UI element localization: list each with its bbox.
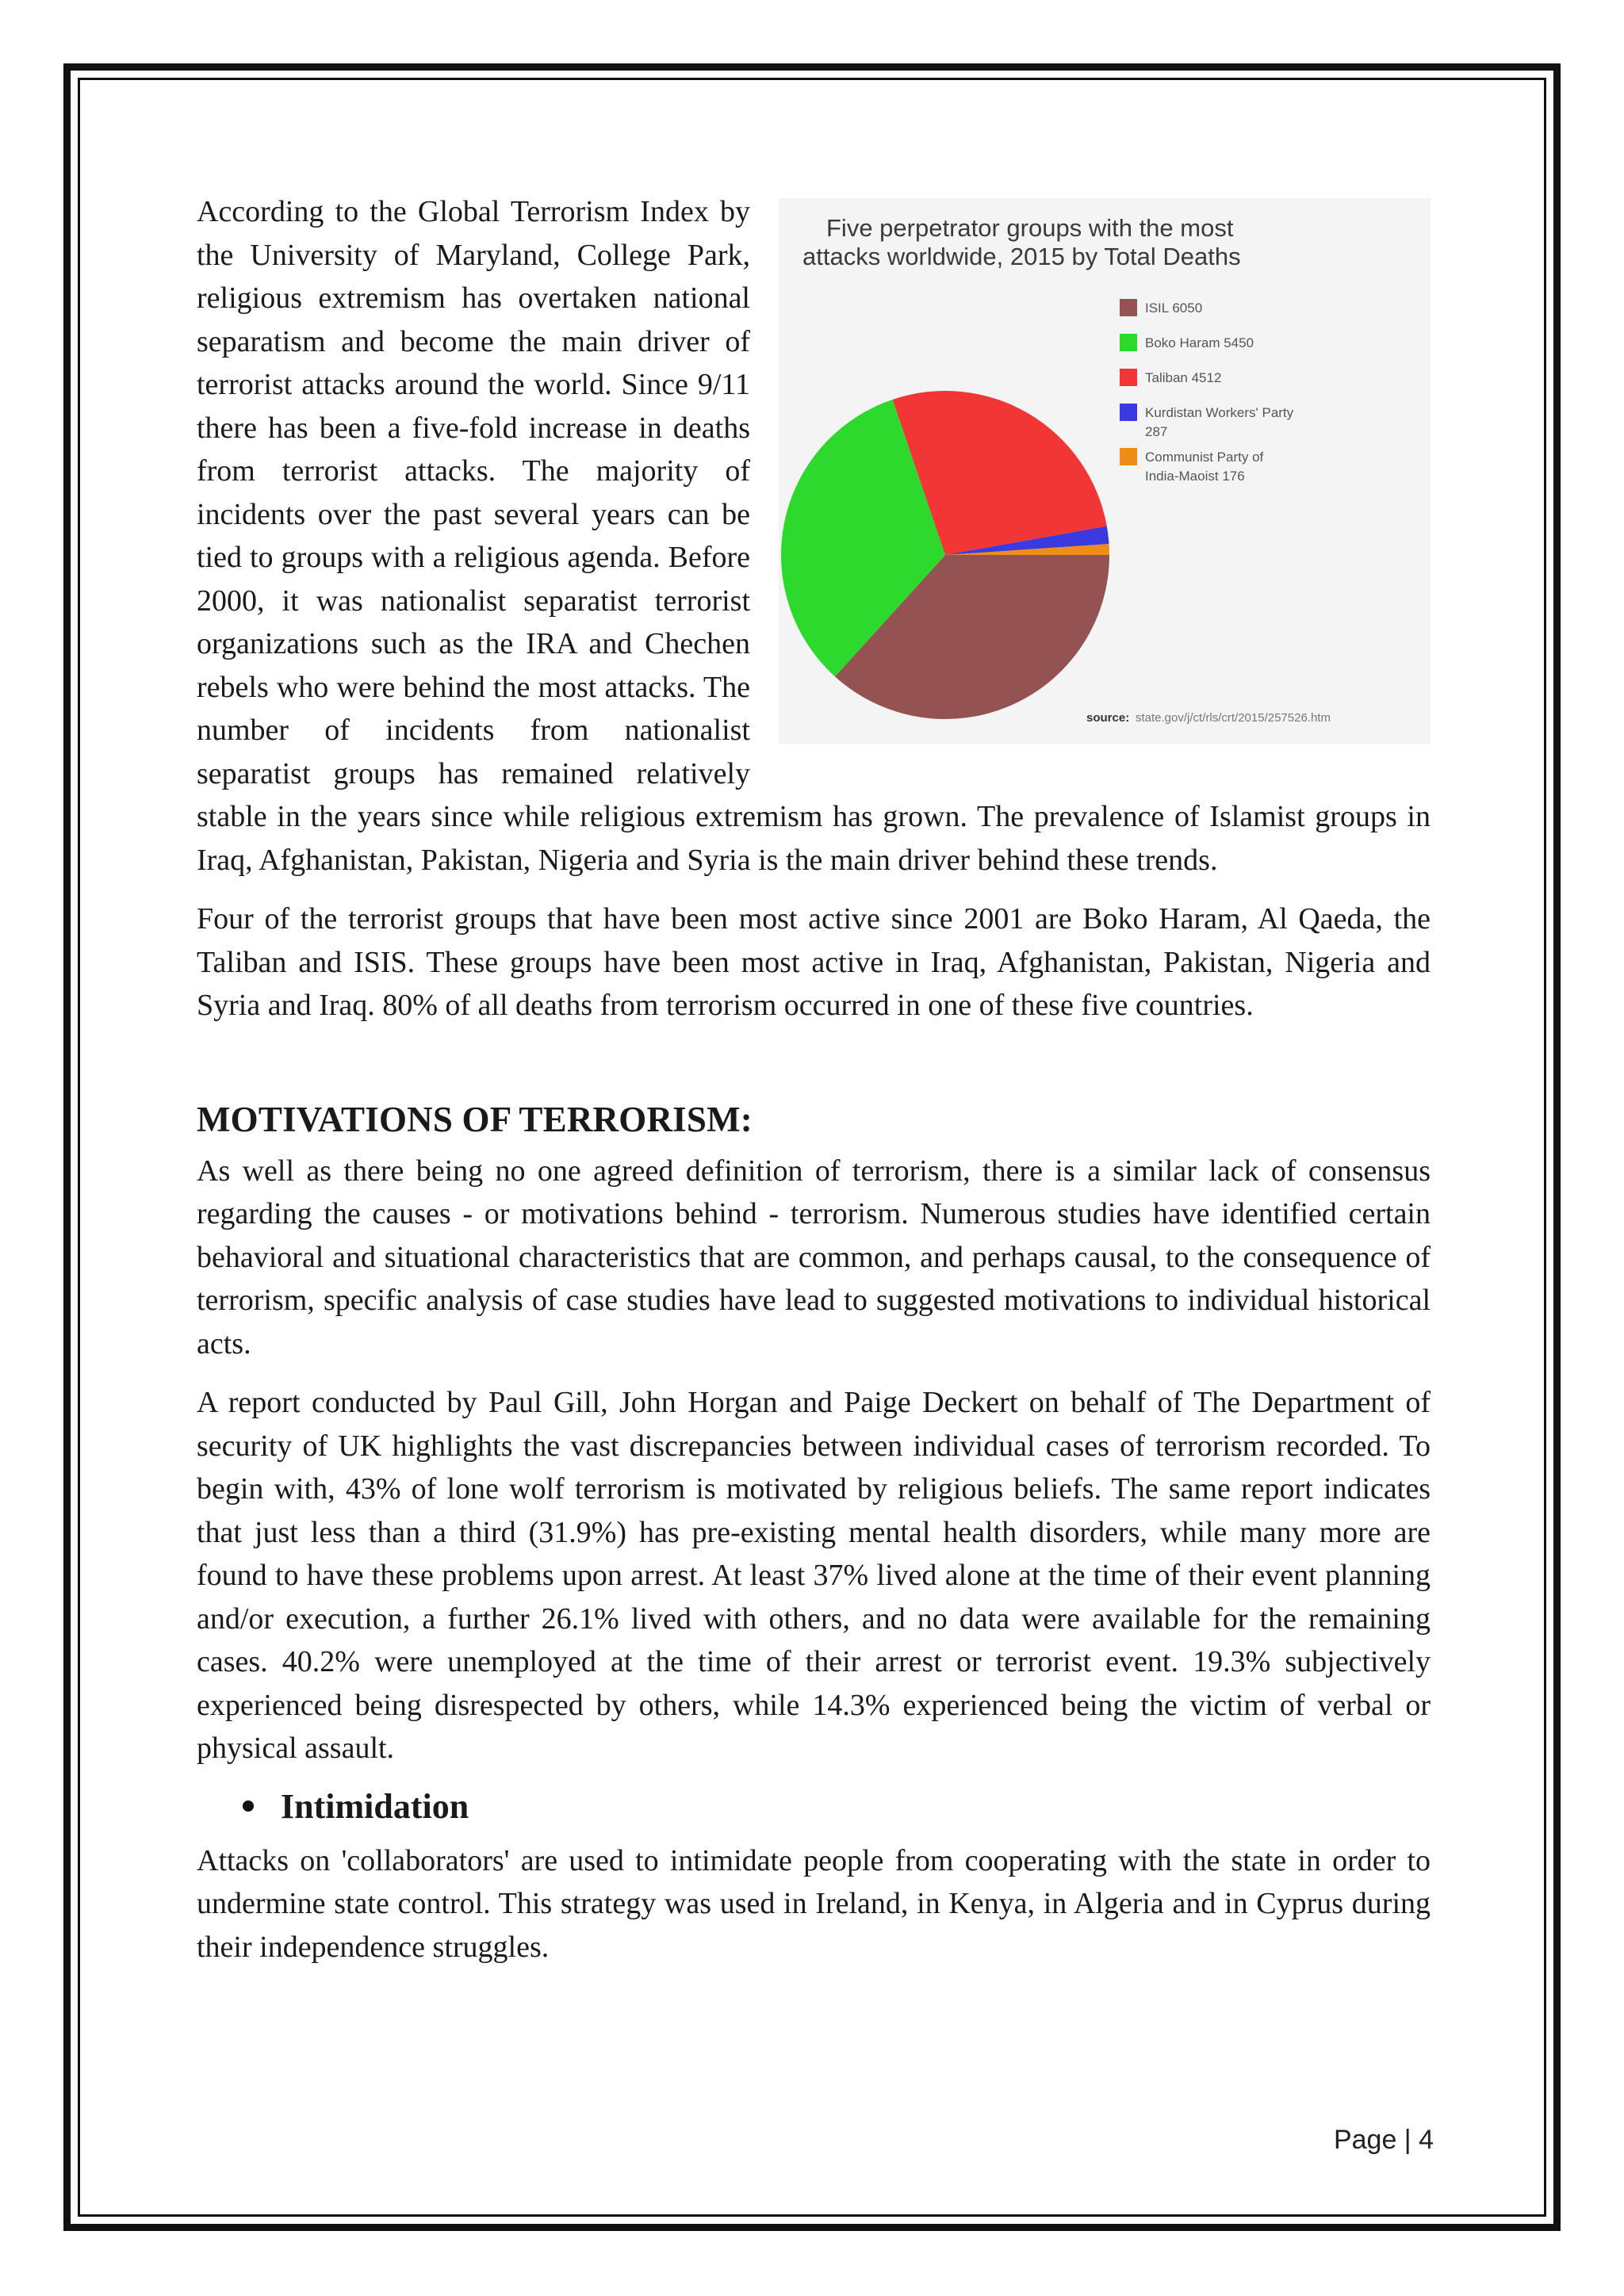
paragraph-no-agreed-definition: As well as there being no one agreed definition of terrorism, there is a similar lack of consensus regarding the causes - or motivations behind - terrorism. Numerous studies have identified certain behavioral and situational characteristics that are common, and perhaps causal, to the consequence of terrorism, specific analysis of case studies have lead to suggested motivations to individual historical acts. <box>197 1154 1431 1360</box>
legend-label-2: Taliban 4512 <box>1145 370 1222 385</box>
legend-label-0: ISIL 6050 <box>1145 300 1203 316</box>
paragraph-four-groups: Four of the terrorist groups that have been most active since 2001 are Boko Haram, Al Qaeda, the Taliban and ISIS. These groups have been most active in Iraq, Afghanistan, Pakistan, Nigeria and Syria and Iraq. 80% of all deaths from terrorism occurred in one of these five countries. <box>197 902 1431 1022</box>
legend-label-line2-4: India-Maoist 176 <box>1145 469 1245 484</box>
legend-label-3: Kurdistan Workers' Party <box>1145 405 1294 420</box>
legend-swatch-3 <box>1120 404 1137 421</box>
chart-title-line2: attacks worldwide, 2015 by Total Deaths <box>802 243 1241 270</box>
legend-label-1: Boko Haram 5450 <box>1145 335 1254 350</box>
pie-slices <box>781 391 1109 719</box>
section-heading-motivations: MOTIVATIONS OF TERRORISM: <box>197 1099 753 1139</box>
paragraph-report-gill: A report conducted by Paul Gill, John Horgan and Paige Deckert on behalf of The Department of security of UK highlights the vast discrepancies between individual cases of terrorism recorded. To begin with, 43% of lone wolf terrorism is motivated by religious beliefs. The same report indicates that just less than a third (31.9%) has pre-existing mental health disorders, while many more are found to have these problems upon arrest. At least 37% lived alone at the time of their event planning and/or execution, a further 26.1% lived with others, and no data were available for the remaining cases. 40.2% were unemployed at the time of their arrest or terrorist event. 19.3% subjectively experienced being disrespected by others, while 14.3% experienced being the victim of verbal or physical assault. <box>197 1386 1431 1765</box>
bullet-dot-icon <box>243 1800 254 1812</box>
chart-source-text: state.gov/j/ct/rls/crt/2015/257526.htm <box>1136 711 1331 725</box>
bullet-intimidation <box>243 1786 1431 1827</box>
page-number: Page | 4 <box>1333 2125 1434 2155</box>
bullet-heading-intimidation: Intimidation <box>281 1786 469 1826</box>
legend-swatch-0 <box>1120 299 1137 316</box>
paragraph-intimidation: Attacks on 'collaborators' are used to intimidate people from cooperating with the state in order to undermine state control. This strategy was used in Ireland, in Kenya, in Algeria and in Cyprus during their independence struggles. <box>197 1843 1431 1964</box>
legend-label-line2-3: 287 <box>1145 424 1168 439</box>
page-content <box>197 190 1431 1969</box>
chart-title-line1: Five perpetrator groups with the most <box>826 214 1234 242</box>
paragraph-global-terrorism-index: According to the Global Terrorism Index by the University of Maryland, College Park, religious extremism has overtaken national separatism and become the main driver of terrorist attacks around the world. Since 9/11 there has been a five-fold increase in deaths from terrorist attacks. The majority of incidents over the past several years can be tied to groups with a religious agenda. Before 2000, it was nationalist separatist terrorist organizations such as the IRA and Chechen rebels who were behind the most attacks. The number of incidents from nationalist separatist groups has remained relatively stable in the years since while religious extremism has grown. The prevalence of Islamist groups in Iraq, Afghanistan, Pakistan, Nigeria and Syria is the main driver behind these trends. <box>197 195 1431 877</box>
legend-swatch-2 <box>1120 369 1137 386</box>
legend-swatch-1 <box>1120 334 1137 351</box>
chart-source-label: source: <box>1086 711 1130 725</box>
chart-legend <box>1120 299 1294 484</box>
pie-chart <box>779 198 1431 744</box>
legend-swatch-4 <box>1120 448 1137 465</box>
pie-chart-figure <box>779 198 1431 744</box>
legend-label-4: Communist Party of <box>1145 450 1264 465</box>
